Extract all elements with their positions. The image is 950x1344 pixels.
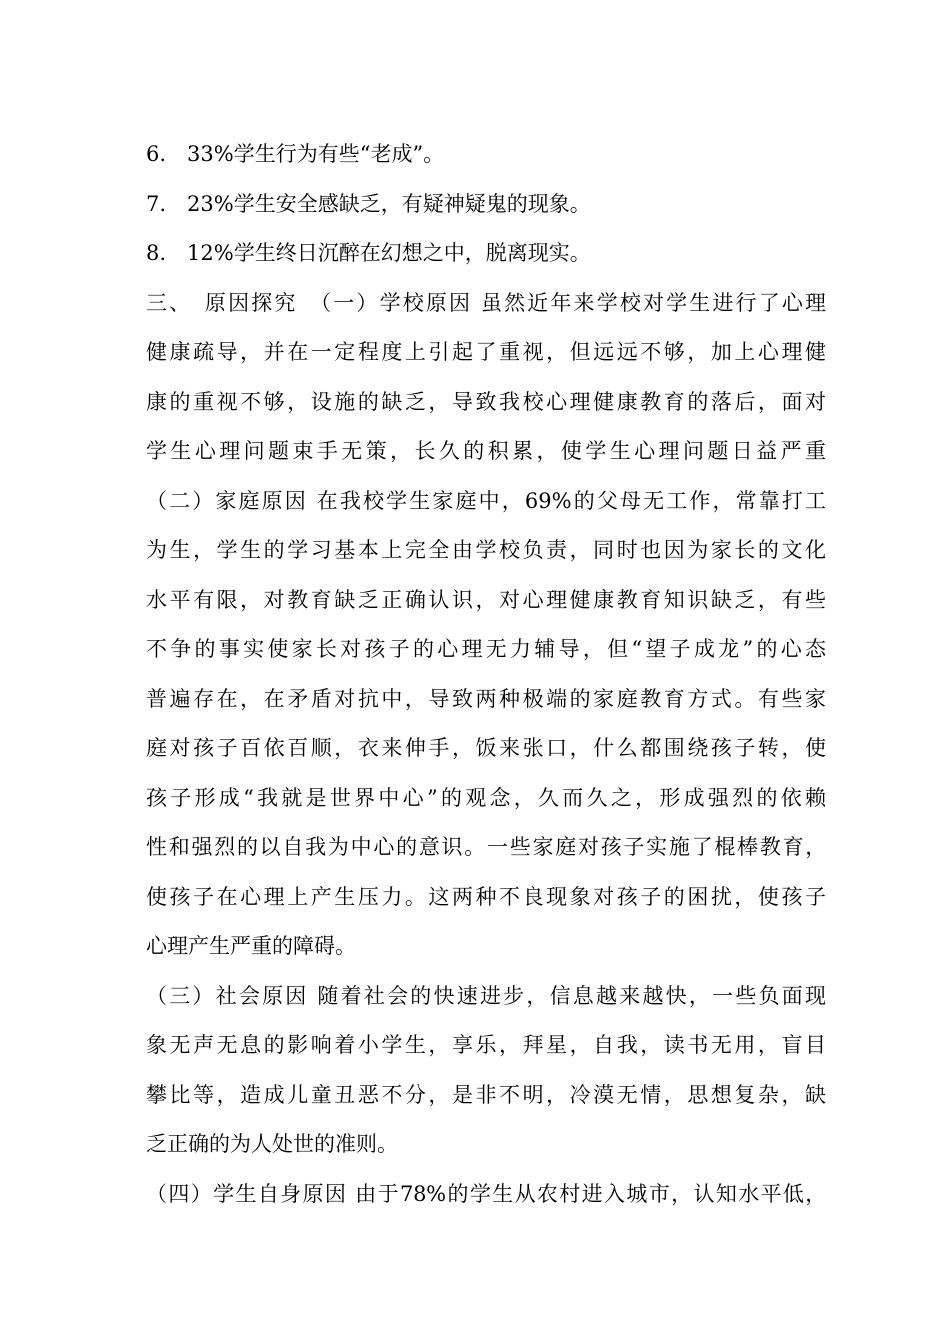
- text-line: （三）社会原因 随着社会的快速进步，信息越来越快，一些负面现: [146, 983, 826, 1008]
- text-line: 康的重视不够，设施的缺乏，导致我校心理健康教育的落后，面对: [146, 389, 826, 414]
- text-line: 健康疏导，并在一定程度上引起了重视，但远远不够，加上心理健: [146, 340, 826, 364]
- text-line: 孩子形成“我就是世界中心”的观念，久而久之，形成强烈的依赖: [146, 785, 826, 810]
- text-line: 不争的事实使家长对孩子的心理无力辅导，但“望子成龙”的心态: [146, 637, 826, 661]
- text-line: （二）家庭原因 在我校学生家庭中，69%的父母无工作，常靠打工: [146, 488, 826, 513]
- text-line: 学生心理问题束手无策，长久的积累，使学生心理问题日益严重: [146, 439, 826, 463]
- text-line: 乏正确的为人处世的准则。: [146, 1132, 398, 1156]
- text-line: 攀比等，造成儿童丑恶不分，是非不明，冷漠无情，思想复杂，缺: [146, 1082, 826, 1107]
- text-line: 6. 33%学生行为有些“老成”。: [146, 142, 445, 166]
- text-line: 象无声无息的影响着小学生，享乐，拜星，自我，读书无用，盲目: [146, 1033, 826, 1057]
- text-line: 庭对孩子百依百顺，衣来伸手，饭来张口，什么都围绕孩子转，使: [146, 736, 826, 760]
- text-line: 使孩子在心理上产生压力。这两种不良现象对孩子的困扰，使孩子: [146, 884, 826, 909]
- text-line: 普遍存在，在矛盾对抗中，导致两种极端的家庭教育方式。有些家: [146, 686, 826, 711]
- text-line: 为生，学生的学习基本上完全由学校负责，同时也因为家长的文化: [146, 538, 826, 562]
- text-line: 心理产生严重的障碍。: [146, 934, 356, 958]
- text-line: （四）学生自身原因 由于78%的学生从农村进入城市，认知水平低，: [146, 1181, 826, 1206]
- document-body: [146, 130, 826, 1219]
- text-line: 三、 原因探究 （一）学校原因 虽然近年来学校对学生进行了心理: [146, 290, 826, 315]
- text-line: 8. 12%学生终日沉醉在幻想之中，脱离现实。: [146, 241, 591, 265]
- text-line: 性和强烈的以自我为中心的意识。一些家庭对孩子实施了棍棒教育，: [146, 835, 826, 859]
- text-line: 7. 23%学生安全感缺乏，有疑神疑鬼的现象。: [146, 191, 591, 216]
- text-line: 水平有限，对教育缺乏正确认识，对心理健康教育知识缺乏，有些: [146, 587, 826, 612]
